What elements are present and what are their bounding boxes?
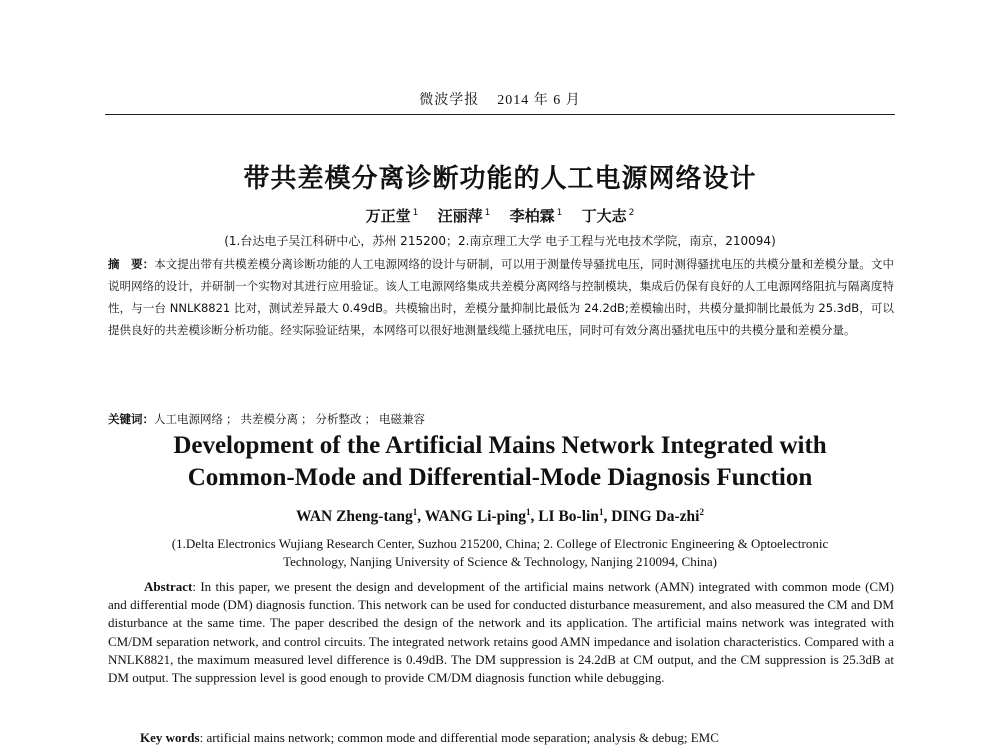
chinese-author: 李柏霖 $^1$ bbox=[509, 207, 563, 225]
english-abstract bbox=[108, 578, 894, 687]
issue-date: 2014 年 6 月 bbox=[497, 93, 581, 108]
chinese-title: 带共差模分离诊断功能的人工电源网络设计 bbox=[243, 164, 757, 194]
keyword: 电磁兼容 bbox=[379, 412, 425, 426]
header-rule bbox=[105, 114, 895, 115]
chinese-authors bbox=[0, 205, 1000, 226]
chinese-affiliation: (1.台达电子吴江科研中心，苏州 215200；2.南京理工大学 电子工程与光电技术学院，南京，210094) bbox=[224, 234, 776, 248]
english-title-line: Common-Mode and Differential-Mode Diagnosis Function bbox=[187, 464, 813, 491]
english-authors: WAN Zheng-tang$^1$, WANG Li-ping$^1$, LI Bo-lin$^1$, DING Da-zhi$^2$ bbox=[296, 507, 704, 526]
chinese-keywords-label: 关键词： bbox=[108, 412, 154, 426]
english-author: LI Bo-lin$^1$ bbox=[538, 507, 604, 526]
chinese-keywords: 关键词：人工电源网络 ； 共差模分离 ； 分析整改 ； 电磁兼容 bbox=[108, 412, 425, 426]
chinese-author: 汪丽萍 $^1$ bbox=[437, 207, 491, 225]
chinese-author: 万正堂 $^1$ bbox=[365, 207, 419, 225]
english-keywords-text: : artificial mains network; common mode and differential mode separation; analysis & debug; EMC bbox=[199, 730, 719, 745]
chinese-abstract-text: 本文提出带有共模差模分离诊断功能的人工电源网络的设计与研制，可以用于测量传导骚扰电压，同时测得骚扰电压的共模分量和差模分量。文中说明网络的设计，并研制一个实物对其进行应用验证。该人工电源网络集成共差模分离网络与控制模块，集成后仍保有良好的人工电源网络阻抗与隔离度特性，与一台 NNLK8821 比对，测试差异最大 0.49dB。共模输出时，差模分量抑制比最低为 24.2dB;差模输出时，共模分量抑制比最低为 25.3dB，可以提供良好的共差模诊断分析功能。经实际验证结果，本网络可以很好地测量线缆上骚扰电压，同时可有效分离出骚扰电压中的共模分量和差模分量。 bbox=[108, 257, 895, 337]
chinese-abstract-label: 摘 要： bbox=[108, 257, 155, 271]
english-abstract-label: Abstract bbox=[144, 579, 193, 594]
english-keywords bbox=[140, 729, 900, 747]
keyword: 共差模分离 bbox=[240, 412, 298, 426]
keyword: 人工电源网络 bbox=[154, 412, 223, 426]
chinese-author: 丁大志 $^2$ bbox=[581, 207, 635, 225]
running-header bbox=[0, 89, 1000, 109]
english-title-line: Development of the Artificial Mains Network Integrated with bbox=[173, 432, 827, 459]
english-keywords-label: Key words bbox=[140, 730, 200, 745]
english-author: DING Da-zhi$^2$ bbox=[611, 507, 704, 526]
journal-name: 微波学报 bbox=[419, 93, 480, 108]
english-affiliation: (1.Delta Electronics Wujiang Research Center, Suzhou 215200, China; 2. College of Electronic Engineering & Optoelectronic Technology, Nanjing University of Science & Technology, Nanjing 210094, China) bbox=[171, 536, 829, 569]
english-author: WAN Zheng-tang$^1$ bbox=[296, 507, 418, 526]
english-title bbox=[0, 430, 1000, 494]
english-abstract-text: : In this paper, we present the design and development of the artificial mains network (AMN) integrated with common mode (CM) and differential mode (DM) diagnosis function. This network can be used for conducted disturbance measurement, and also measured the CM and DM disturbance at the same time. The paper described the design of the network and its application. The artificial mains network was integrated with CM/DM separation network, and control circuits. The integrated network retains good AMN impedance and isolation characteristics. Compared with a NNLK8821, the maximum measured level difference is 0.49dB. The DM suppression is 24.2dB at CM output, and the CM suppression is 25.3dB at DM output. The suppression level is good enough to provide CM/DM diagnosis function while debugging. bbox=[108, 579, 894, 686]
english-author: WANG Li-ping$^1$ bbox=[424, 507, 531, 526]
chinese-abstract bbox=[108, 253, 894, 341]
keyword: 分析整改 bbox=[315, 412, 362, 426]
